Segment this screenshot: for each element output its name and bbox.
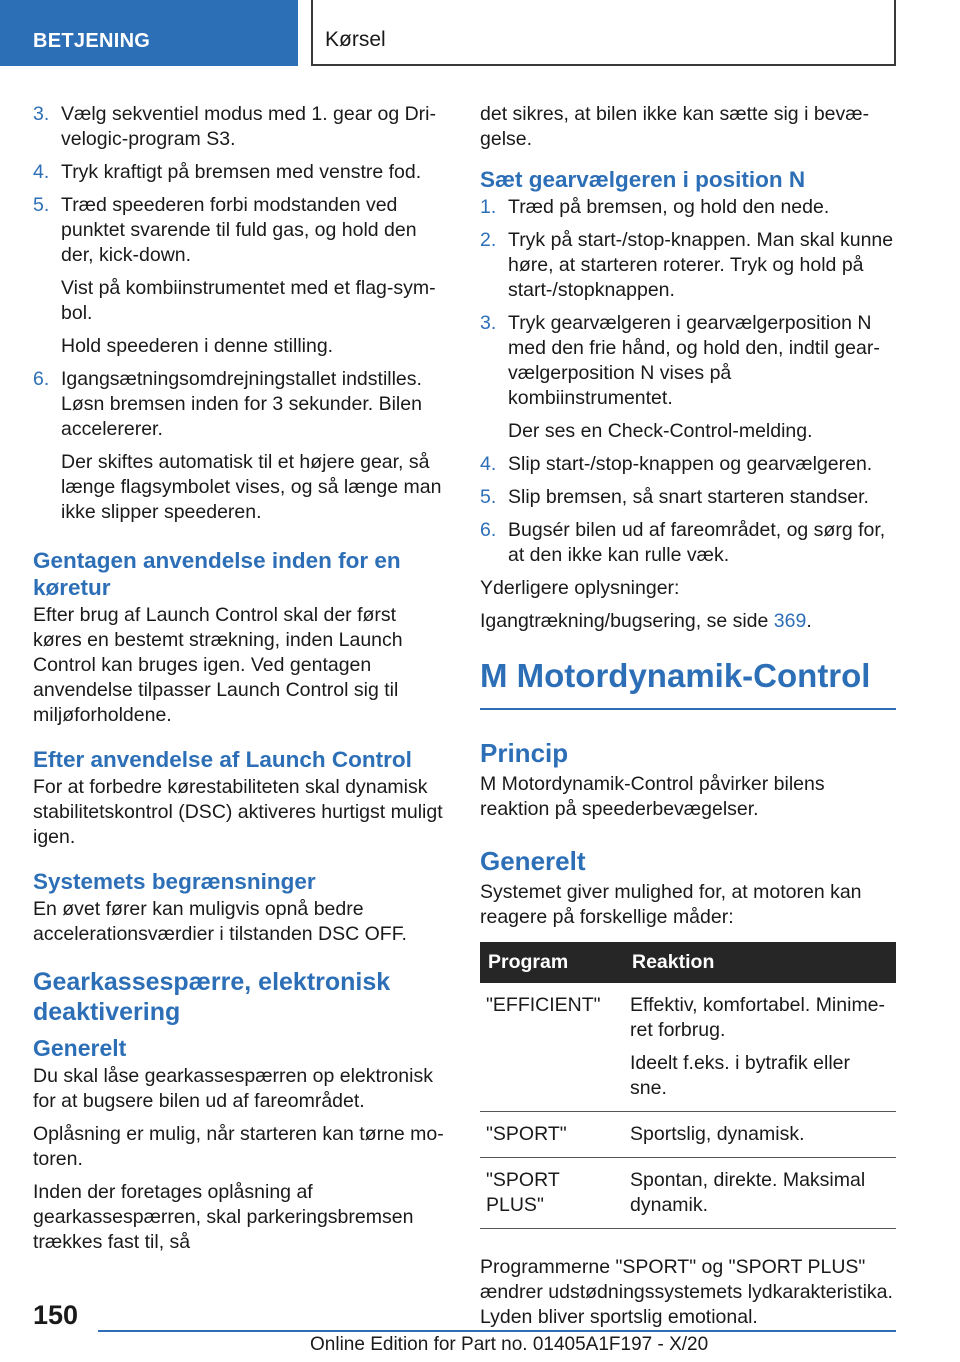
paragraph: Oplåsning er mulig, når starteren kan tørne motoren.	[33, 1123, 444, 1170]
heading-neutral: Sæt gearvælgeren i position N	[480, 167, 806, 192]
list-item: 6. Igangsætningsomdrejningstallet indstilles. Løsn bremsen inden for 3 sekunder. Bilen accelererer.	[33, 368, 422, 440]
cell-reaction: Sportslig, dynamisk.	[624, 1112, 896, 1158]
paragraph: Yderligere oplysninger:	[480, 577, 680, 599]
paragraph: Efter brug af Launch Control skal der først køres en bestemt strækning, inden Launch Control kan bruges igen. Ved gentagen anvendelse tilpasser Launch Control sig til miljøforholdene.	[33, 604, 403, 726]
table-row	[480, 1112, 896, 1158]
cell-program: "SPORT"	[480, 1112, 624, 1158]
paragraph-reference: Igangtrækning/bugsering, se side 369.	[480, 610, 812, 632]
chapter-title: Kørsel	[325, 28, 386, 51]
paragraph: det sikres, at bilen ikke kan sætte sig i bevægelse.	[480, 103, 870, 150]
heading-after-use: Efter anvendelse af Launch Control	[33, 747, 412, 772]
step-note: Der ses en Check-Control-melding.	[508, 420, 813, 442]
program-table	[480, 942, 896, 1229]
step-note: Hold speederen i denne stilling.	[61, 335, 334, 357]
heading-system-limits: Systemets begrænsninger	[33, 869, 316, 894]
cell-program: "EFFICIENT"	[480, 983, 624, 1112]
cell-program: "SPORT PLUS"	[480, 1158, 624, 1229]
list-item: 5. Slip bremsen, så snart starteren standser.	[480, 486, 869, 508]
list-item: 4. Slip start-/stop-knappen og gearvælgeren.	[480, 453, 873, 475]
paragraph: M Motordynamik-Control påvirker bilens reaktion på speederbevægelser.	[480, 773, 825, 820]
heading-general: Generelt	[33, 1035, 127, 1061]
step-note: Der skiftes automatisk til et højere gear, så længe flagsymbolet vises, og så længe man ikke slipper speederen.	[61, 451, 442, 523]
table-row	[480, 983, 896, 1112]
page-number: 150	[33, 1300, 79, 1330]
column-header-program: Program	[480, 942, 624, 983]
heading-transmission-lock: Gearkassespærre, elektronisk deaktivering	[33, 968, 391, 1026]
table-row	[480, 1158, 896, 1229]
footer-edition: Online Edition for Part no. 01405A1F197 - X/20	[310, 1334, 709, 1355]
section-title: BETJENING	[33, 30, 151, 52]
paragraph: Systemet giver mulighed for, at motoren kan reagere på forskellige måder:	[480, 881, 862, 928]
list-item: 5. Træd speederen forbi modstanden ved punktet svarende til fuld gas, og hold den der, kick-down.	[33, 194, 417, 266]
list-item: 3. Tryk gearvælgeren i gearvælgerposition N med den frie hånd, og hold den, indtil gearvælgerposition N vises på kombiinstrumentet.	[480, 312, 880, 409]
step-note: Vist på kombiinstrumentet med et flag-symbol.	[61, 277, 436, 324]
section-tab	[0, 0, 298, 66]
list-item: 6. Bugsér bilen ud af fareområdet, og sørg for, at den ikke kan rulle væk.	[480, 519, 886, 566]
cell-reaction: Spontan, direkte. Maksimal dynamik.	[624, 1158, 896, 1229]
list-item: 3. Vælg sekventiel modus med 1. gear og Drivelogic-program S3.	[33, 103, 437, 150]
heading-general: Generelt	[480, 846, 586, 876]
paragraph: Du skal låse gearkassespærren op elektronisk for at bugsere bilen ud af fareområdet.	[33, 1065, 433, 1112]
paragraph: En øvet fører kan muligvis opnå bedre accelerationsværdier i tilstanden DSC OFF.	[33, 898, 407, 945]
heading-repeated-use: Gentagen anvendelse inden for en køretur	[33, 548, 401, 600]
page-reference-link[interactable]: 369	[773, 610, 807, 632]
right-column	[480, 102, 896, 1338]
paragraph: Programmerne "SPORT" og "SPORT PLUS" ændrer udstødningssystemets lydkarakteristika. Lyden bliver sportslig emotional.	[480, 1256, 893, 1328]
paragraph: For at forbedre kørestabiliteten skal dynamisk stabilitetskontrol (DSC) aktiveres hurtigst muligt igen.	[33, 776, 443, 848]
footer-divider	[98, 1330, 896, 1332]
column-header-reaction: Reaktion	[624, 942, 896, 983]
heading-principle: Princip	[480, 738, 569, 768]
heading-m-dynamic-control: M Motordynamik-Control	[480, 656, 896, 710]
chapter-box	[311, 0, 896, 66]
left-column	[33, 102, 449, 1263]
list-item: 1. Træd på bremsen, og hold den nede.	[480, 196, 830, 218]
paragraph: Inden der foretages oplåsning af gearkassespærren, skal parkeringsbremsen trækkes fast til, så	[33, 1181, 414, 1253]
table-header-row	[480, 942, 896, 983]
list-item: 2. Tryk på start-/stop-knappen. Man skal kunne høre, at starteren roterer. Tryk og hold på start-/stopknappen.	[480, 229, 894, 301]
cell-reaction: Effektiv, komfortabel. Minimeret forbrug. Ideelt f.eks. i bytrafik eller sne.	[624, 983, 896, 1112]
list-item: 4. Tryk kraftigt på bremsen med venstre fod.	[33, 161, 422, 183]
